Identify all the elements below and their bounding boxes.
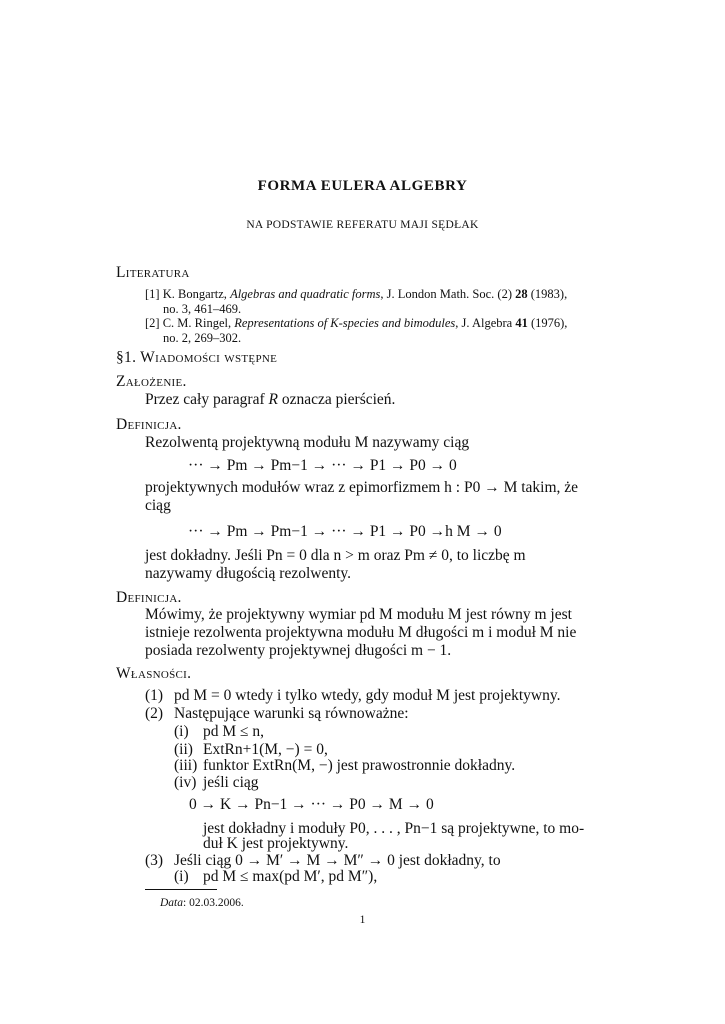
property-2-iv-line3: duł K jest projektywny. [203, 835, 349, 852]
footnote-text: : 02.03.2006. [183, 897, 244, 909]
assumption-heading: Założenie. [116, 373, 187, 390]
ref-2-journal: , J. Algebra [455, 316, 516, 330]
property-1-text: pd M = 0 wtedy i tylko wtedy, gdy moduł M jest projektywny. [174, 687, 561, 704]
property-2-ii-text: ExtRn+1(M, −) = 0, [203, 741, 328, 758]
definition-1-line4: jest dokładny. Jeśli Pn = 0 dla n > m oraz Pm ≠ 0, to liczbę m [145, 547, 526, 564]
ref-2-year: (1976), [527, 316, 568, 330]
property-2-iv-text: jeśli ciąg [203, 774, 259, 791]
assumption-text-pre: Przez cały paragraf [145, 391, 269, 408]
reference-1 [145, 287, 567, 302]
property-2-iv-num: (iv) [174, 774, 197, 791]
property-3-text: Jeśli ciąg 0 → M′ → M → M″ → 0 jest dokładny, to [174, 852, 501, 869]
definition-2-line1: Mówimy, że projektywny wymiar pd M modułu M jest równy m jest [145, 606, 572, 623]
property-2-iii-pre: funktor [203, 757, 253, 774]
property-2-ii-num: (ii) [174, 741, 193, 758]
property-3-i-text: pd M ≤ max(pd M′, pd M″), [203, 868, 378, 885]
reference-1-line2: no. 3, 461–469. [163, 302, 242, 316]
assumption-var: R [268, 391, 278, 408]
footnote-rule [145, 889, 217, 890]
ref-1-num: [1] [145, 287, 160, 301]
ref-2-volume: 41 [515, 316, 528, 330]
property-2-i-num: (i) [174, 723, 189, 740]
definition-1-formula1: ··· → Pm → Pm−1 → ··· → P1 → P0 → 0 [188, 457, 457, 474]
section-heading: §1. Wiadomości wstępne [116, 349, 278, 366]
ref-1-authors: K. Bongartz, [162, 287, 227, 301]
definition-1-formula2: ··· → Pm → Pm−1 → ··· → P1 → P0 →h M → 0 [188, 523, 502, 540]
footnote-label: Data [160, 897, 183, 909]
property-2-text: Następujące warunki są równoważne: [174, 705, 409, 722]
property-2-iii-ext: ExtRn(M, −) [252, 757, 333, 774]
property-3-num: (3) [145, 852, 164, 869]
footnote [160, 897, 244, 909]
property-2-i-text: pd M ≤ n, [203, 723, 265, 740]
paper-subtitle: NA PODSTAWIE REFERATU MAJI SĘDŁAK [246, 219, 479, 231]
assumption-text-post: oznacza pierścień. [277, 391, 396, 408]
definition-1-line5: nazywamy długością rezolwenty. [145, 565, 352, 582]
property-2-iv-formula: 0 → K → Pn−1 → ··· → P0 → M → 0 [189, 796, 434, 813]
property-2-num: (2) [145, 705, 164, 722]
definition-1-heading: Definicja. [116, 416, 182, 433]
literature-heading: Literatura [116, 264, 190, 281]
reference-2-line2: no. 2, 269–302. [163, 331, 242, 345]
ref-1-journal: , J. London Math. Soc. (2) [380, 287, 516, 301]
definition-2-line2: istnieje rezolwenta projektywna modułu M długości m i moduł M nie [145, 624, 577, 641]
ref-1-year: (1983), [527, 287, 568, 301]
ref-2-authors: C. M. Ringel, [162, 316, 232, 330]
ref-2-num: [2] [145, 316, 160, 330]
properties-heading: Własności. [116, 665, 192, 682]
reference-2 [145, 316, 567, 331]
definition-1-line1: Rezolwentą projektywną modułu M nazywamy ciąg [145, 434, 470, 451]
definition-2-line3: posiada rezolwenty projektywnej długości m − 1. [145, 642, 452, 659]
property-2-iii-num: (iii) [174, 757, 198, 774]
property-2-iii-text [203, 757, 515, 775]
definition-1-line3: ciąg [145, 497, 171, 514]
definition-1-line2: projektywnych modułów wraz z epimorfizmem h : P0 → M takim, że [145, 479, 579, 496]
paper-title: FORMA EULERA ALGEBRY [257, 178, 468, 194]
property-3-i-num: (i) [174, 868, 189, 885]
ref-1-title: Algebras and quadratic forms [230, 287, 381, 301]
ref-1-volume: 28 [515, 287, 528, 301]
property-1-num: (1) [145, 687, 164, 704]
property-2-iv-line2: jest dokładny i moduły P0, . . . , Pn−1 są projektywne, to mo- [203, 820, 585, 837]
page-number: 1 [359, 914, 366, 926]
definition-2-heading: Definicja. [116, 589, 182, 606]
assumption-text [145, 391, 395, 409]
ref-2-title: Representations of K-species and bimodules [234, 316, 456, 330]
property-2-iii-post: jest prawostronnie dokładny. [332, 757, 516, 774]
